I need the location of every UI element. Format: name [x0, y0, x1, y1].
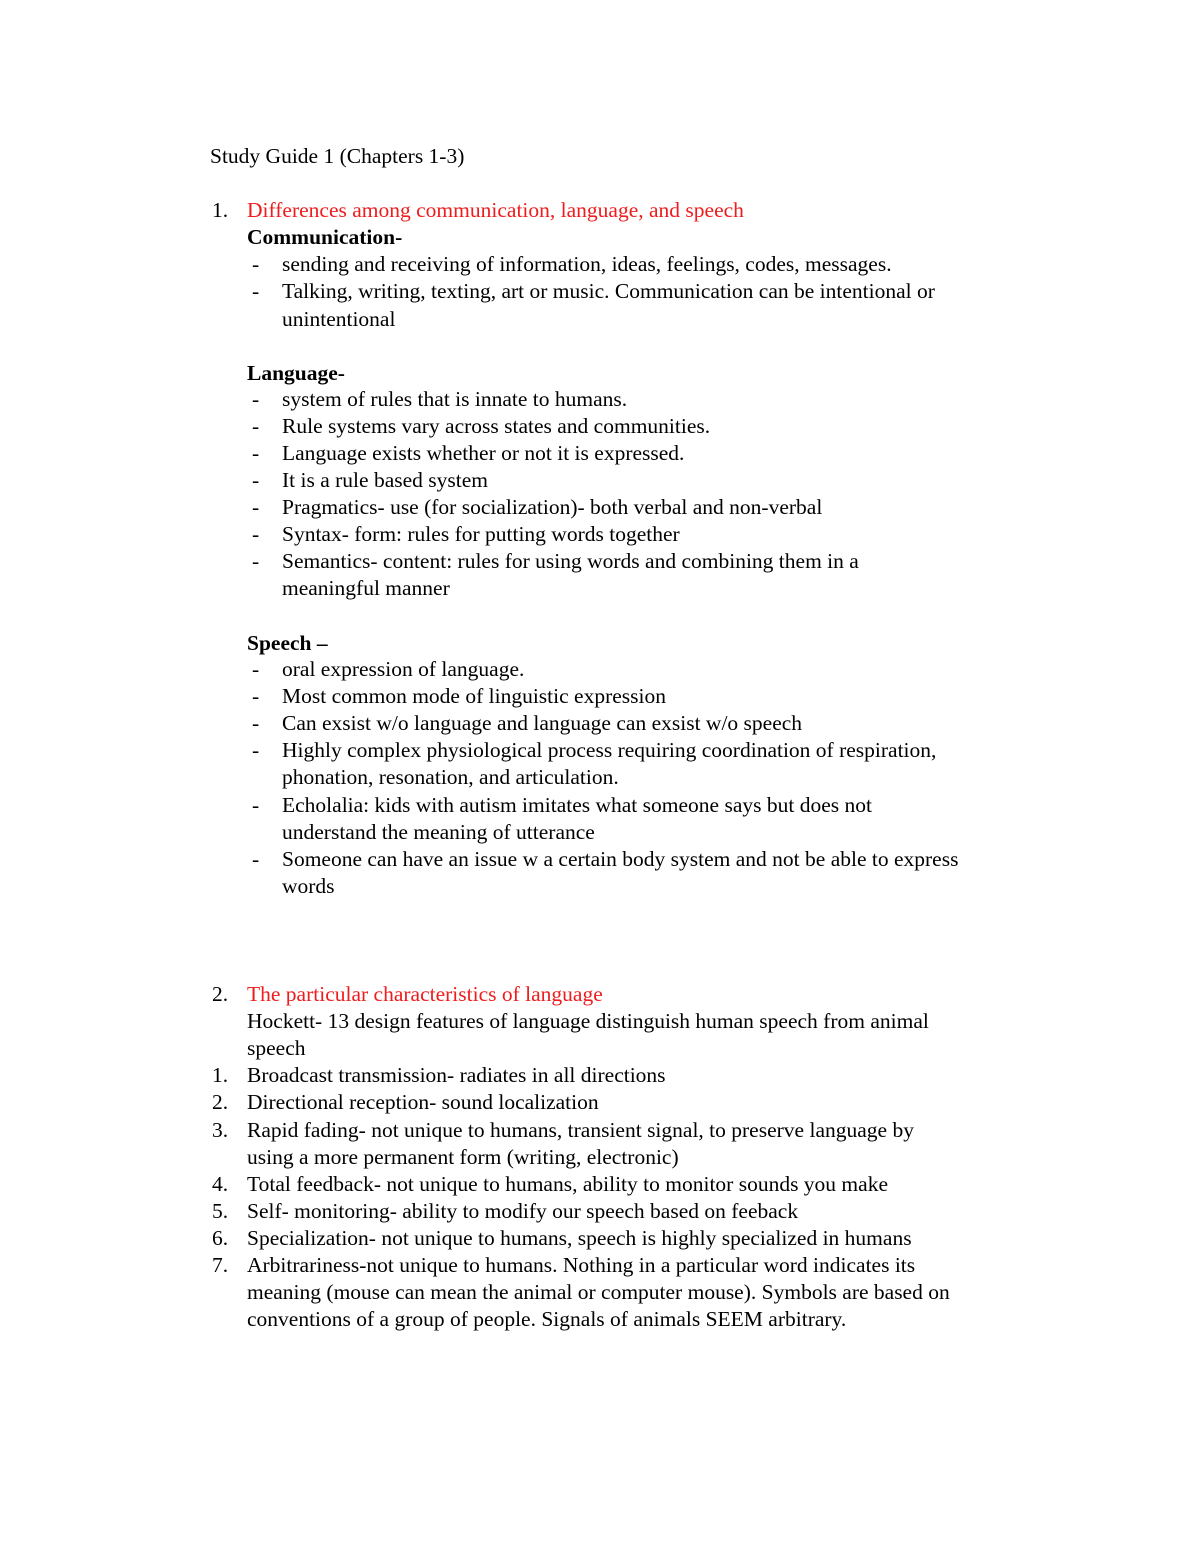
- language-item: Pragmatics- use (for socialization)- both verbal and non-verbal: [282, 495, 823, 519]
- feature-item: Arbitrariness-not unique to humans. Nothing in a particular word indicates its: [247, 1253, 916, 1277]
- feature-number: 4.: [212, 1172, 229, 1196]
- communication-item: sending and receiving of information, ideas, feelings, codes, messages.: [282, 252, 892, 276]
- speech-item: Someone can have an issue w a certain body system and not be able to express: [282, 847, 959, 871]
- bullet-dash: -: [252, 847, 260, 871]
- feature-item: Total feedback- not unique to humans, ability to monitor sounds you make: [247, 1172, 888, 1196]
- language-item: It is a rule based system: [282, 468, 488, 492]
- bullet-dash: -: [252, 738, 260, 762]
- section-2-intro: Hockett- 13 design features of language distinguish human speech from animal: [247, 1009, 929, 1033]
- bullet-dash: -: [252, 793, 260, 817]
- speech-item-continued: phonation, resonation, and articulation.: [282, 765, 619, 789]
- feature-item: Self- monitoring- ability to modify our speech based on feeback: [247, 1199, 799, 1223]
- language-item: Language exists whether or not it is expressed.: [282, 441, 685, 465]
- speech-item-continued: words: [282, 874, 335, 898]
- bullet-dash: -: [252, 522, 260, 546]
- language-item-continued: meaningful manner: [282, 576, 450, 600]
- feature-number: 5.: [212, 1199, 229, 1223]
- feature-number: 1.: [212, 1063, 229, 1087]
- language-item: system of rules that is innate to humans.: [282, 387, 628, 411]
- bullet-dash: -: [252, 657, 260, 681]
- communication-item-continued: unintentional: [282, 307, 396, 331]
- language-label: Language-: [247, 361, 345, 385]
- feature-item: Broadcast transmission- radiates in all directions: [247, 1063, 666, 1087]
- language-item: Syntax- form: rules for putting words together: [282, 522, 680, 546]
- document-title: Study Guide 1 (Chapters 1-3): [210, 144, 465, 168]
- speech-item-continued: understand the meaning of utterance: [282, 820, 595, 844]
- feature-item-continued: conventions of a group of people. Signals of animals SEEM arbitrary.: [247, 1307, 847, 1331]
- bullet-dash: -: [252, 468, 260, 492]
- speech-item: Most common mode of linguistic expression: [282, 684, 666, 708]
- communication-item: Talking, writing, texting, art or music. Communication can be intentional or: [282, 279, 935, 303]
- feature-number: 7.: [212, 1253, 229, 1277]
- feature-item: Directional reception- sound localization: [247, 1090, 599, 1114]
- feature-number: 3.: [212, 1118, 229, 1142]
- section-1-heading: Differences among communication, language, and speech: [247, 198, 744, 222]
- bullet-dash: -: [252, 684, 260, 708]
- section-1-number: 1.: [212, 198, 229, 222]
- feature-number: 2.: [212, 1090, 229, 1114]
- section-2-heading: The particular characteristics of language: [247, 982, 603, 1006]
- speech-item: Can exsist w/o language and language can exsist w/o speech: [282, 711, 803, 735]
- bullet-dash: -: [252, 711, 260, 735]
- bullet-dash: -: [252, 549, 260, 573]
- bullet-dash: -: [252, 414, 260, 438]
- feature-number: 6.: [212, 1226, 229, 1250]
- feature-item-continued: meaning (mouse can mean the animal or computer mouse). Symbols are based on: [247, 1280, 950, 1304]
- communication-label: Communication-: [247, 225, 403, 249]
- language-item: Rule systems vary across states and communities.: [282, 414, 711, 438]
- speech-item: Echolalia: kids with autism imitates what someone says but does not: [282, 793, 872, 817]
- section-2-number: 2.: [212, 982, 229, 1006]
- feature-item-continued: using a more permanent form (writing, electronic): [247, 1145, 679, 1169]
- bullet-dash: -: [252, 279, 260, 303]
- feature-item: Specialization- not unique to humans, speech is highly specialized in humans: [247, 1226, 912, 1250]
- speech-item: oral expression of language.: [282, 657, 525, 681]
- bullet-dash: -: [252, 387, 260, 411]
- language-item: Semantics- content: rules for using words and combining them in a: [282, 549, 859, 573]
- bullet-dash: -: [252, 441, 260, 465]
- section-2-intro-continued: speech: [247, 1036, 306, 1060]
- speech-item: Highly complex physiological process requiring coordination of respiration,: [282, 738, 937, 762]
- bullet-dash: -: [252, 252, 260, 276]
- bullet-dash: -: [252, 495, 260, 519]
- feature-item: Rapid fading- not unique to humans, transient signal, to preserve language by: [247, 1118, 914, 1142]
- speech-label: Speech –: [247, 631, 328, 655]
